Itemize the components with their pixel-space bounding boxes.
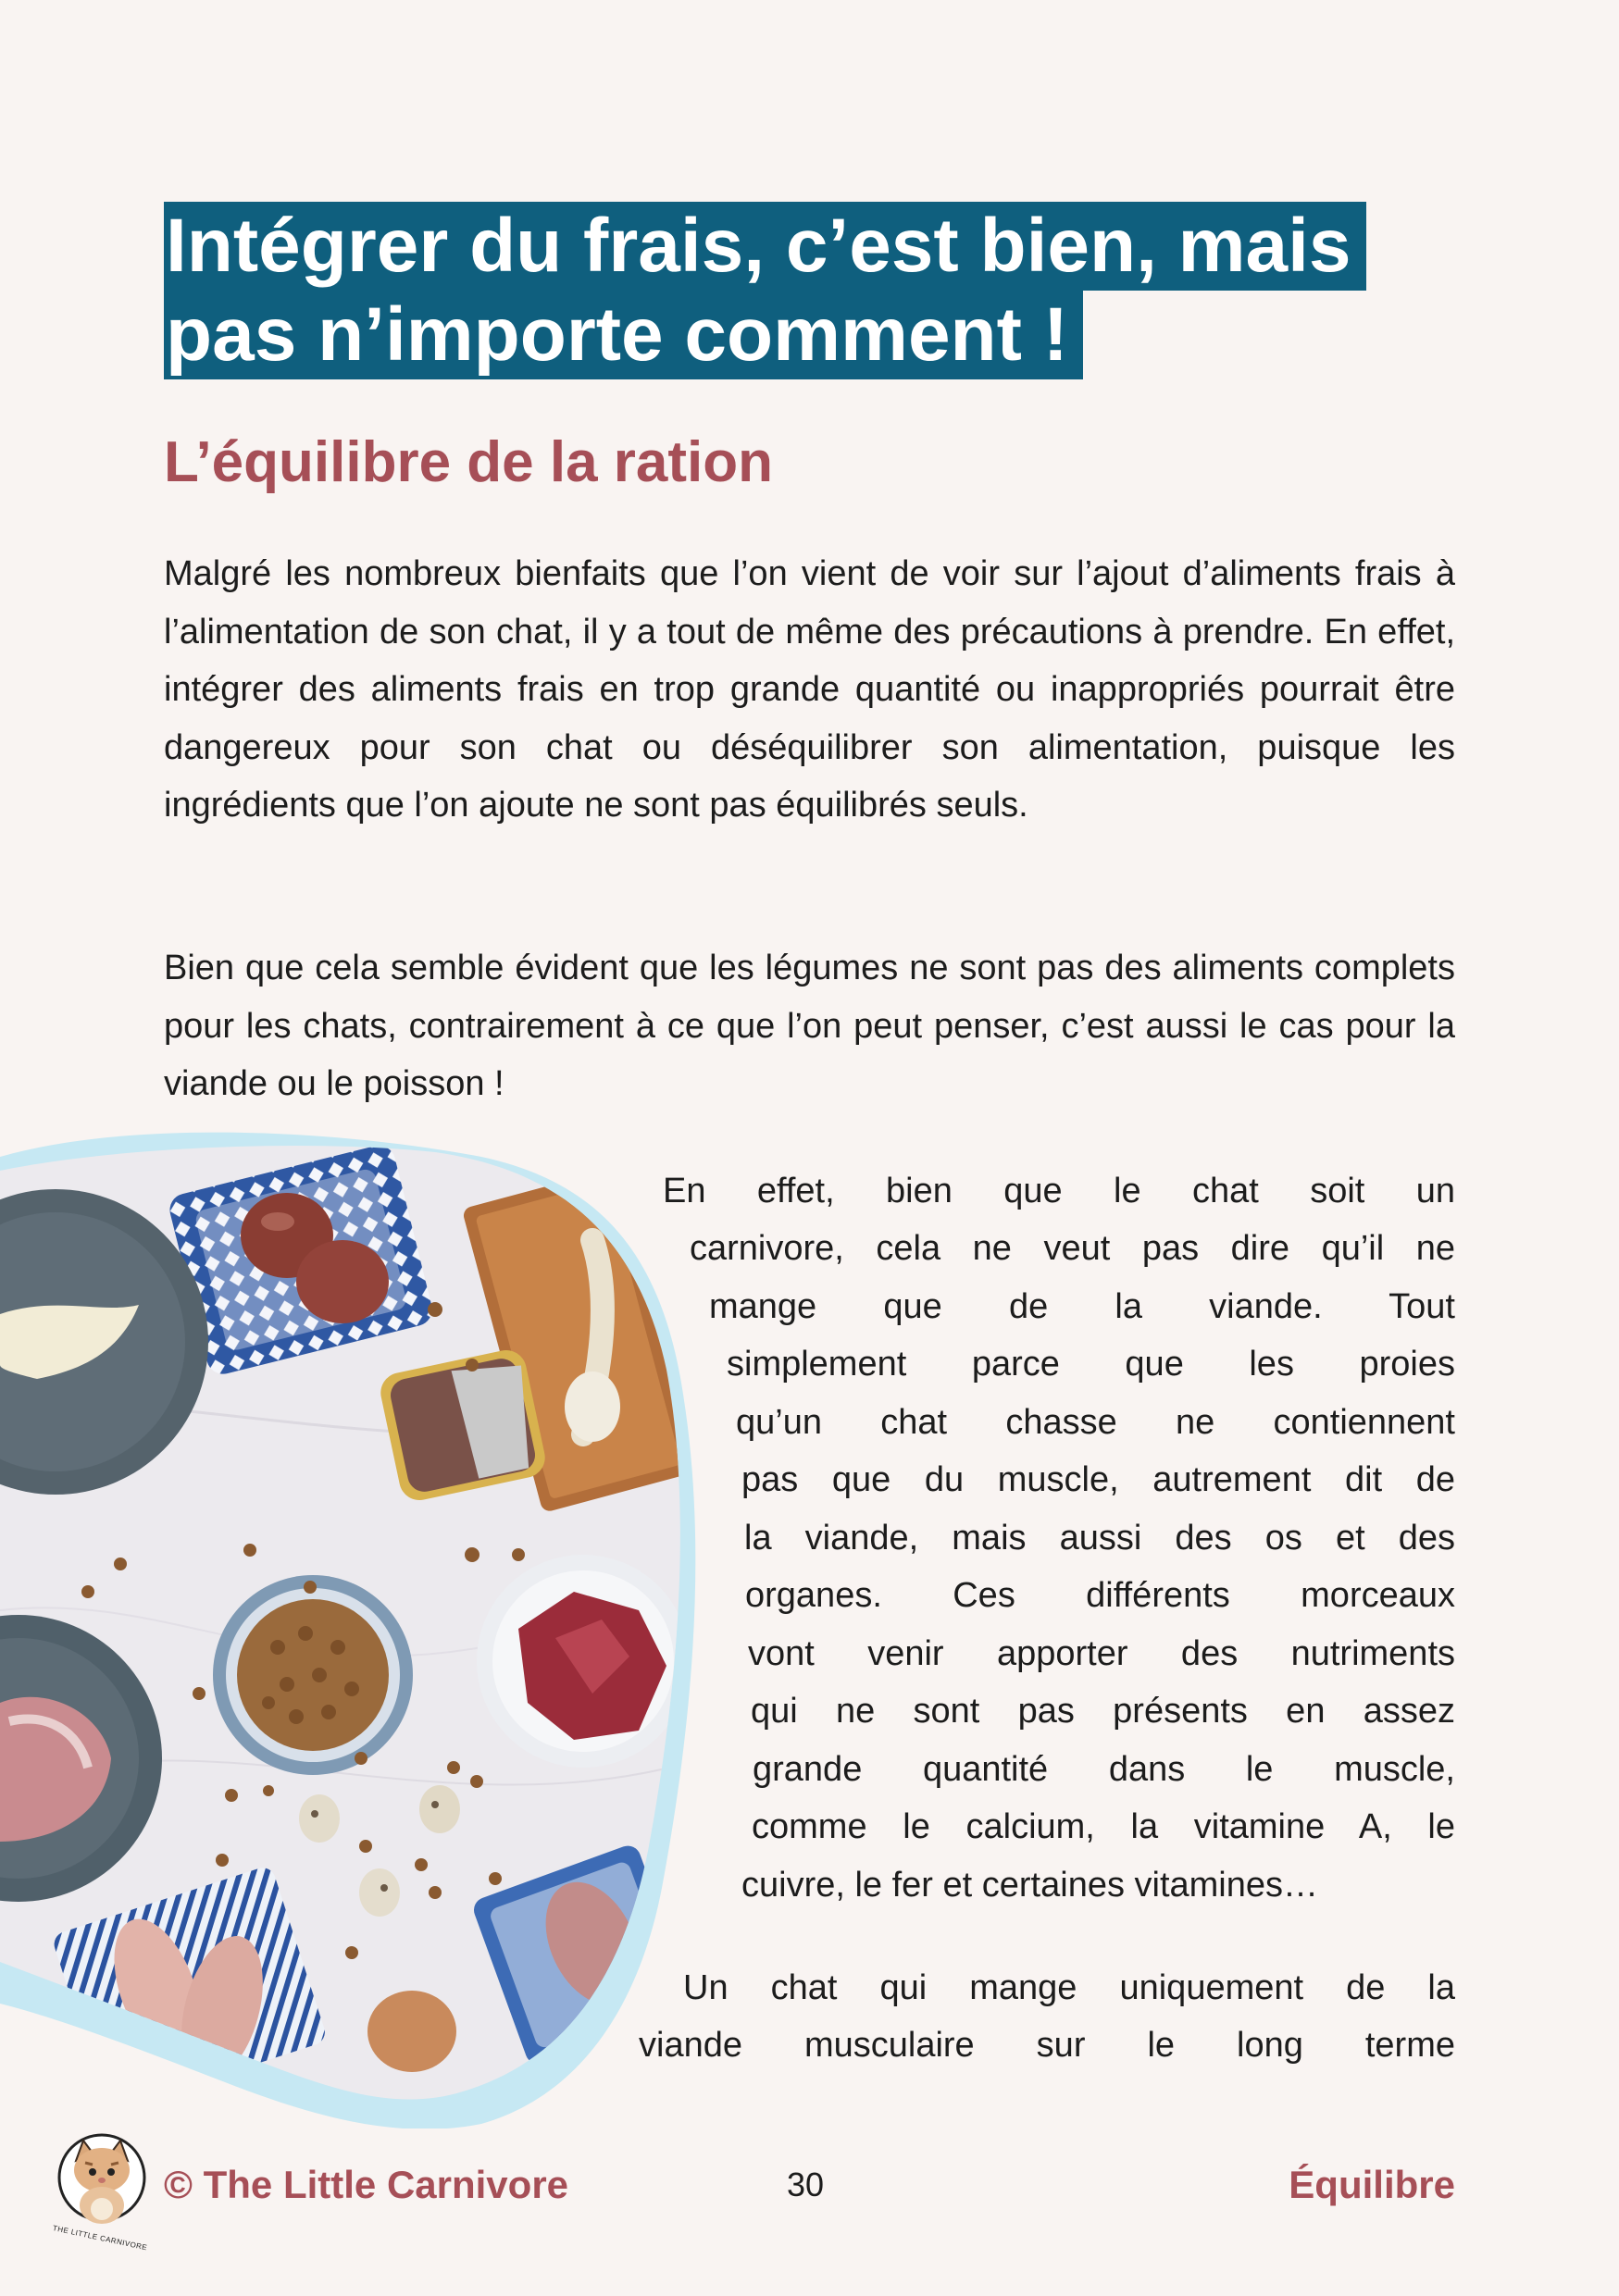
food-photo: [0, 1129, 704, 2128]
page-number: 30: [787, 2166, 825, 2203]
footer-section-name: Équilibre: [1289, 2163, 1455, 2206]
paragraph-1: Malgré les nombreux bienfaits que l’on vient de voir sur l’ajout d’aliments frais à l’alimentation de son chat, il y a tout de même des précautions à prendre. En effet, intégrer des aliments frais en trop grande quantité ou inappropriés pourrait être dangereux pour son chat ou déséquilibrer son alimentation, puisque les ingrédients que l’on ajoute ne sont pas équilibrés seuls.: [164, 554, 1455, 825]
brand-logo: [48, 2124, 161, 2253]
side-text-line-9: vont venir apporter des nutriments: [748, 1634, 1455, 1673]
side-text-line-5: qu’un chat chasse ne contiennent: [736, 1403, 1455, 1442]
side-text-line-2: carnivore, cela ne veut pas dire qu’il ne: [690, 1229, 1455, 1268]
side-text-line-7: la viande, mais aussi des os et des: [744, 1519, 1455, 1558]
footer-copyright: © The Little Carnivore: [164, 2163, 569, 2206]
section-subtitle: L’équilibre de la ration: [164, 430, 774, 494]
side-text-line-8: organes. Ces différents morceaux: [745, 1576, 1455, 1615]
side-text-line-6: pas que du muscle, autrement dit de: [741, 1460, 1455, 1499]
logo-text: THE LITTLE CARNIVORE: [52, 2224, 148, 2253]
bottom-text-line-1: Un chat qui mange uniquement de la: [683, 1968, 1455, 2007]
title-line-1: Intégrer du frais, c’est bien, mais: [164, 202, 1366, 291]
side-text-line-13: cuivre, le fer et certaines vitamines…: [741, 1866, 1319, 1905]
bottom-text-line-2: viande musculaire sur le long terme: [639, 2026, 1455, 2065]
paragraph-2: Bien que cela semble évident que les légumes ne sont pas des aliments complets pour les chats, contrairement à ce que l’on peut penser, c’est aussi le cas pour la viande ou le poisson !: [164, 949, 1455, 1103]
side-text-line-10: qui ne sont pas présents en assez: [751, 1692, 1455, 1731]
side-text-line-12: comme le calcium, la vitamine A, le: [752, 1807, 1455, 1846]
page-title: [164, 202, 1367, 379]
side-text-line-11: grande quantité dans le muscle,: [753, 1750, 1455, 1789]
side-text-line-3: mange que de la viande. Tout: [709, 1287, 1455, 1326]
side-text-line-1: En effet, bien que le chat soit un: [663, 1172, 1455, 1210]
title-line-2: pas n’importe comment !: [164, 291, 1083, 379]
side-text-line-4: simplement parce que les proies: [727, 1345, 1455, 1384]
raw-food-flatlay-photo-icon: [0, 1129, 704, 2128]
